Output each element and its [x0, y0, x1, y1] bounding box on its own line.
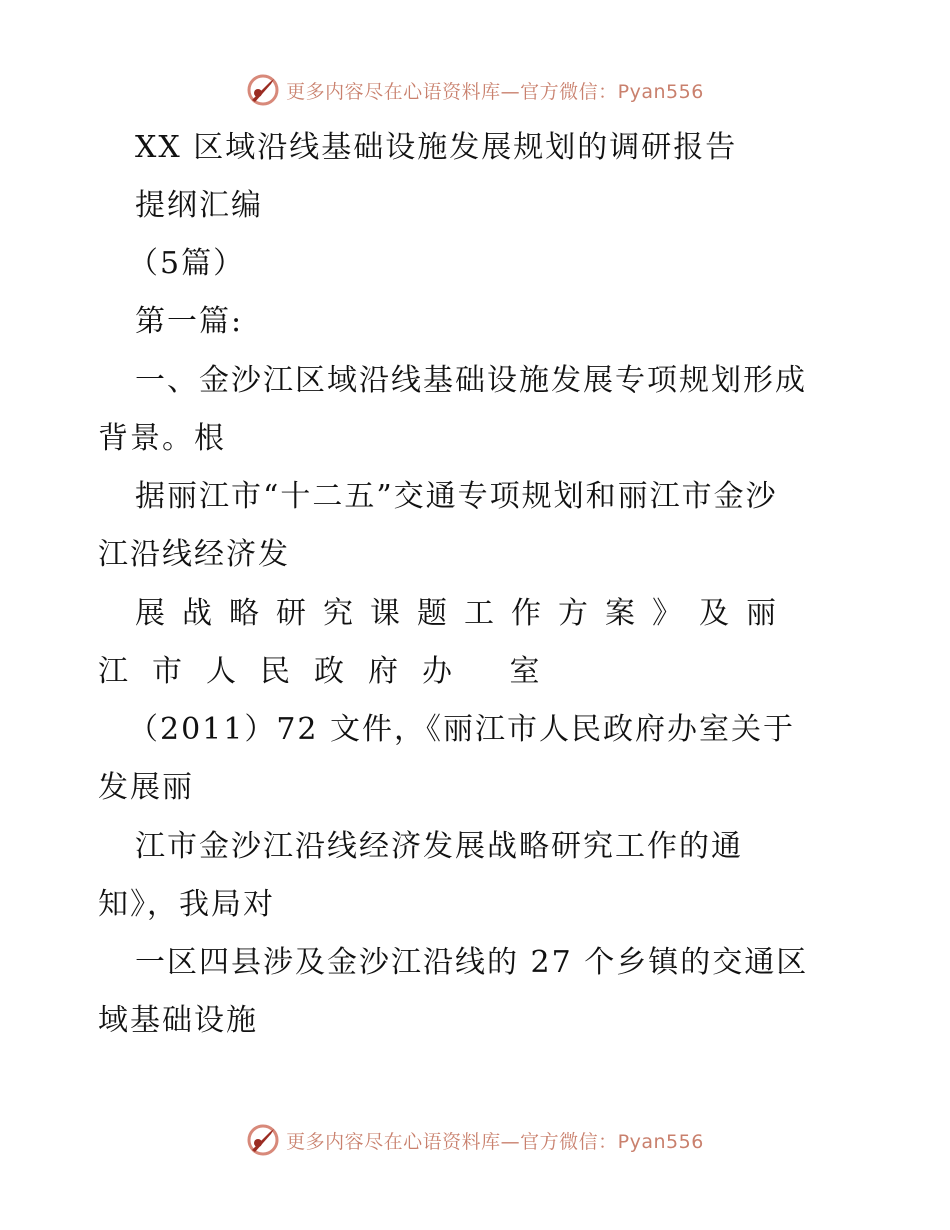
- doc-title-line-1: XX 区域沿线基础设施发展规划的调研报告: [135, 130, 738, 165]
- paragraph-line: 展战略研究课题工作方案》及丽: [135, 596, 793, 631]
- watermark-text: 更多内容尽在心语资料库—官方微信：Pyan556: [286, 80, 704, 103]
- paragraph-line: 据丽江市“十二五”交通专项规划和丽江市金沙: [135, 479, 778, 514]
- quill-logo-icon: [246, 73, 280, 107]
- doc-count-line: （5篇）: [128, 246, 246, 281]
- watermark-text: 更多内容尽在心语资料库—官方微信：Pyan556: [286, 1130, 704, 1153]
- paragraph-line: 背景。根: [98, 421, 226, 456]
- header-watermark: [0, 70, 950, 110]
- paragraph-line: 发展丽: [98, 770, 194, 805]
- paragraph-line: 江沿线经济发: [98, 537, 290, 572]
- paragraph-line: 江市金沙江沿线经济发展战略研究工作的通: [135, 829, 743, 864]
- paragraph-line: 一、金沙江区域沿线基础设施发展专项规划形成: [135, 363, 807, 398]
- doc-title-line-2: 提纲汇编: [135, 188, 263, 223]
- paragraph-line: 一区四县涉及金沙江沿线的 27 个乡镇的交通区: [135, 945, 809, 980]
- chapter-heading: 第一篇:: [135, 304, 244, 339]
- paragraph-line: （2011）72 文件，《丽江市人民政府办室关于: [128, 712, 796, 747]
- paragraph-line: 知》，我局对: [98, 887, 275, 922]
- footer-watermark: [0, 1120, 950, 1160]
- paragraph-line: 域基础设施: [98, 1003, 258, 1038]
- quill-logo-icon: [246, 1123, 280, 1157]
- paragraph-line: 江市人民政府办 室: [98, 654, 564, 689]
